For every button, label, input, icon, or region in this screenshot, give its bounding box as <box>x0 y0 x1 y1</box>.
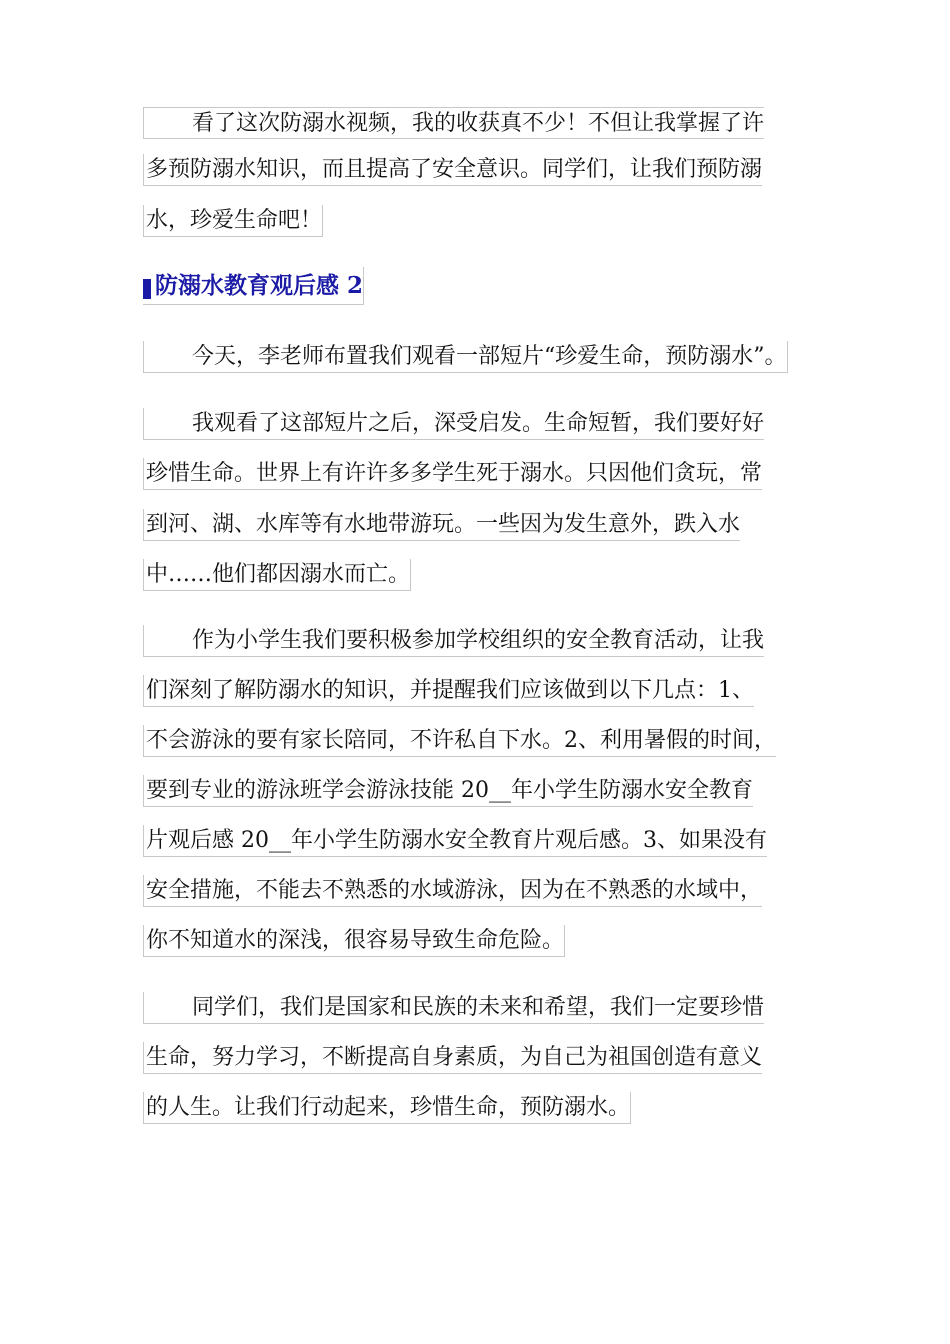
paragraph-3-line-2: 珍惜生命。世界上有许许多多学生死于溺水。只因他们贪玩，常 <box>143 458 762 490</box>
paragraph-4-line-5: 片观后感 20__年小学生防溺水安全教育片观后感。3、如果没有 <box>143 825 767 857</box>
paragraph-3-line-1: 我观看了这部短片之后，深受启发。生命短暂，我们要好好 <box>143 408 764 440</box>
section-heading-text: 防溺水教育观后感 2 <box>155 272 364 299</box>
paragraph-4-line-3: 不会游泳的要有家长陪同，不许私自下水。2、利用暑假的时间， <box>143 725 776 757</box>
section-heading <box>143 267 364 305</box>
paragraph-4-line-4: 要到专业的游泳班学会游泳技能 20__年小学生防溺水安全教育 <box>143 775 753 807</box>
heading-marker-icon <box>143 279 151 299</box>
paragraph-5-line-2: 生命，努力学习，不断提高自身素质，为自己为祖国创造有意义 <box>143 1042 762 1074</box>
paragraph-1-line-1: 看了这次防溺水视频，我的收获真不少！不但让我掌握了许 <box>143 107 764 139</box>
paragraph-2-line-1: 今天，李老师布置我们观看一部短片“珍爱生命，预防溺水”。 <box>143 341 788 373</box>
paragraph-4-line-1: 作为小学生我们要积极参加学校组织的安全教育活动，让我 <box>143 625 764 657</box>
paragraph-5-line-3: 的人生。让我们行动起来，珍惜生命，预防溺水。 <box>143 1092 631 1124</box>
paragraph-3-line-3: 到河、湖、水库等有水地带游玩。一些因为发生意外，跌入水 <box>143 509 740 541</box>
paragraph-5-line-1: 同学们，我们是国家和民族的未来和希望，我们一定要珍惜 <box>143 992 764 1024</box>
paragraph-4-line-2: 们深刻了解防溺水的知识，并提醒我们应该做到以下几点：1、 <box>143 675 754 707</box>
paragraph-1-line-3: 水，珍爱生命吧！ <box>143 205 323 237</box>
paragraph-1-line-2: 多预防溺水知识，而且提高了安全意识。同学们，让我们预防溺 <box>143 154 762 186</box>
paragraph-4-line-6: 安全措施，不能去不熟悉的水域游泳，因为在不熟悉的水域中， <box>143 875 762 907</box>
paragraph-3-line-4: 中……他们都因溺水而亡。 <box>143 559 411 591</box>
paragraph-4-line-7: 你不知道水的深浅，很容易导致生命危险。 <box>143 925 565 957</box>
